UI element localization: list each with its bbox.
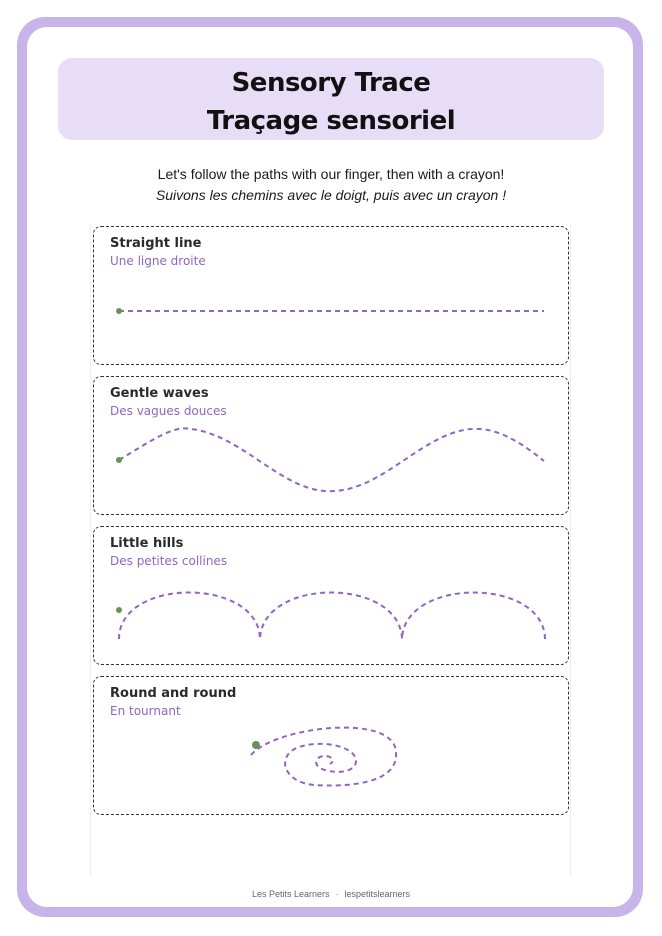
footer-separator: · [335,889,339,899]
card-subtitle: Des petites collines [110,554,228,568]
trace-path-straight-line[interactable] [94,227,570,366]
start-dot [252,741,260,749]
title-french: Traçage sensoriel [206,106,456,136]
instruction-french: Suivons les chemins avec le doigt, puis avec un crayon ! [155,187,507,203]
trace-path-spiral[interactable] [94,677,570,816]
footer-handle: lespetitslearners [344,889,411,899]
title-banner [58,58,604,140]
footer [0,889,662,899]
start-dot [116,607,122,613]
title-english: Sensory Trace [231,68,431,98]
trace-card-spiral [93,676,569,815]
instruction-english: Let's follow the paths with our finger, then with a crayon! [157,166,505,182]
trace-card-little-hills [93,526,569,665]
card-title: Little hills [110,536,184,551]
trace-path-hills[interactable] [94,527,570,666]
card-title: Round and round [110,686,237,701]
start-dot [116,308,122,314]
trace-card-gentle-waves [93,376,569,515]
card-subtitle: Une ligne droite [110,254,206,268]
card-title: Straight line [110,236,202,251]
trace-card-straight-line [93,226,569,365]
card-subtitle: Des vagues douces [110,404,227,418]
start-dot [116,457,122,463]
card-subtitle: En tournant [110,704,181,718]
footer-brand: Les Petits Learners [251,889,330,899]
trace-path-wave[interactable] [94,377,570,516]
card-title: Gentle waves [110,386,209,401]
